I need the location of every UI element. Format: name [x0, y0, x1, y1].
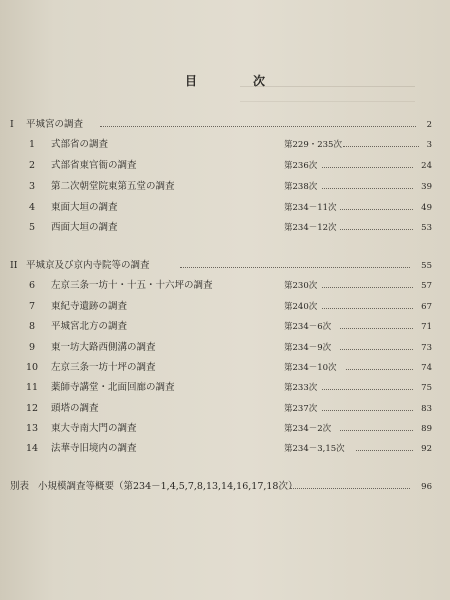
toc-item-11 — [0, 380, 450, 396]
dot-leader — [340, 229, 413, 230]
dot-leader — [322, 287, 413, 288]
item-number: 9 — [28, 342, 36, 353]
excavation-ref: 第240次 — [284, 302, 318, 312]
excavation-ref: 第236次 — [284, 161, 318, 171]
item-number: 12 — [26, 403, 39, 414]
appendix-label: 小規模調査等概要（第234－1,4,5,7,8,13,14,16,17,18次） — [38, 481, 298, 492]
excavation-ref: 第234－9次 — [284, 343, 332, 353]
item-number: 6 — [28, 280, 36, 291]
page-number: 71 — [421, 322, 432, 332]
page-number: 92 — [421, 444, 432, 454]
item-label: 東大寺南大門の調査 — [51, 423, 137, 434]
page-number: 49 — [421, 203, 432, 213]
dot-leader — [180, 267, 410, 268]
page-number: 96 — [421, 482, 432, 492]
toc-item-7 — [0, 299, 450, 315]
item-label: 東一坊大路西側溝の調査 — [51, 342, 156, 353]
page-number: 2 — [426, 120, 432, 130]
excavation-ref: 第229・235次 — [284, 140, 342, 150]
dot-leader — [322, 410, 413, 411]
item-number: 11 — [26, 382, 39, 393]
excavation-ref: 第234－10次 — [284, 363, 337, 373]
toc-item-1 — [0, 137, 450, 153]
item-label: 式部省東官衙の調査 — [51, 160, 137, 171]
item-number: 13 — [26, 423, 39, 434]
appendix-marker: 別表 — [10, 481, 30, 492]
toc-item-13 — [0, 421, 450, 437]
page-number: 55 — [421, 261, 432, 271]
item-label: 薬師寺講堂・北面回廊の調査 — [51, 382, 175, 393]
item-label: 平城宮北方の調査 — [51, 321, 128, 332]
section-number: II — [10, 260, 18, 271]
dot-leader — [322, 188, 413, 189]
dot-leader — [290, 488, 410, 489]
item-label: 式部省の調査 — [51, 139, 109, 150]
section-number: I — [10, 119, 14, 130]
page-number: 57 — [421, 281, 432, 291]
excavation-ref: 第234－6次 — [284, 322, 332, 332]
item-label: 法華寺旧境内の調査 — [51, 443, 137, 454]
item-number: 8 — [28, 321, 36, 332]
item-label: 第二次朝堂院東第五堂の調査 — [51, 181, 175, 192]
dot-leader — [322, 308, 413, 309]
page-number: 75 — [421, 383, 432, 393]
toc-appendix — [0, 479, 450, 495]
excavation-ref: 第234－2次 — [284, 424, 332, 434]
item-number: 2 — [28, 160, 36, 171]
toc-item-8 — [0, 319, 450, 335]
toc-item-6 — [0, 278, 450, 294]
item-label: 西面大垣の調査 — [51, 222, 118, 233]
item-label: 左京三条一坊十・十五・十六坪の調査 — [51, 280, 213, 291]
item-label: 頭塔の調査 — [51, 403, 99, 414]
page-number: 89 — [421, 424, 432, 434]
excavation-ref: 第234－12次 — [284, 223, 337, 233]
item-number: 5 — [28, 222, 36, 233]
page-number: 83 — [421, 404, 432, 414]
item-number: 4 — [28, 202, 36, 213]
section-label: 平城宮の調査 — [26, 119, 84, 130]
page-number: 67 — [421, 302, 432, 312]
item-label: 東紀寺遺跡の調査 — [51, 301, 128, 312]
toc-item-5 — [0, 220, 450, 236]
dot-leader — [340, 209, 413, 210]
excavation-ref: 第234－3,15次 — [284, 444, 345, 454]
item-label: 左京三条一坊十坪の調査 — [51, 362, 156, 373]
dot-leader — [346, 369, 413, 370]
page-number: 73 — [421, 343, 432, 353]
toc-item-14 — [0, 441, 450, 457]
page-number: 24 — [421, 161, 432, 171]
dot-leader — [356, 450, 413, 451]
page-number: 3 — [426, 140, 432, 150]
excavation-ref: 第233次 — [284, 383, 318, 393]
item-number: 7 — [28, 301, 36, 312]
toc-item-9 — [0, 340, 450, 356]
excavation-ref: 第234－11次 — [284, 203, 337, 213]
toc-item-10 — [0, 360, 450, 376]
toc-section-2 — [0, 258, 450, 274]
toc-item-12 — [0, 401, 450, 417]
page-number: 53 — [421, 223, 432, 233]
toc-section-1 — [0, 117, 450, 133]
section-label: 平城京及び京内寺院等の調査 — [26, 260, 150, 271]
page-title: 目 次 — [184, 74, 287, 88]
excavation-ref: 第238次 — [284, 182, 318, 192]
toc-item-3 — [0, 179, 450, 195]
dot-leader — [340, 430, 413, 431]
excavation-ref: 第230次 — [284, 281, 318, 291]
item-number: 14 — [26, 443, 39, 454]
page-number: 39 — [421, 182, 432, 192]
item-number: 10 — [26, 362, 39, 373]
dot-leader — [100, 126, 416, 127]
toc-item-4 — [0, 200, 450, 216]
toc-item-2 — [0, 158, 450, 174]
excavation-ref: 第237次 — [284, 404, 318, 414]
dot-leader — [322, 167, 413, 168]
item-number: 3 — [28, 181, 36, 192]
dot-leader — [340, 328, 413, 329]
dot-leader — [340, 349, 413, 350]
item-label: 東面大垣の調査 — [51, 202, 118, 213]
item-number: 1 — [28, 139, 36, 150]
page-number: 74 — [421, 363, 432, 373]
dot-leader — [322, 389, 413, 390]
